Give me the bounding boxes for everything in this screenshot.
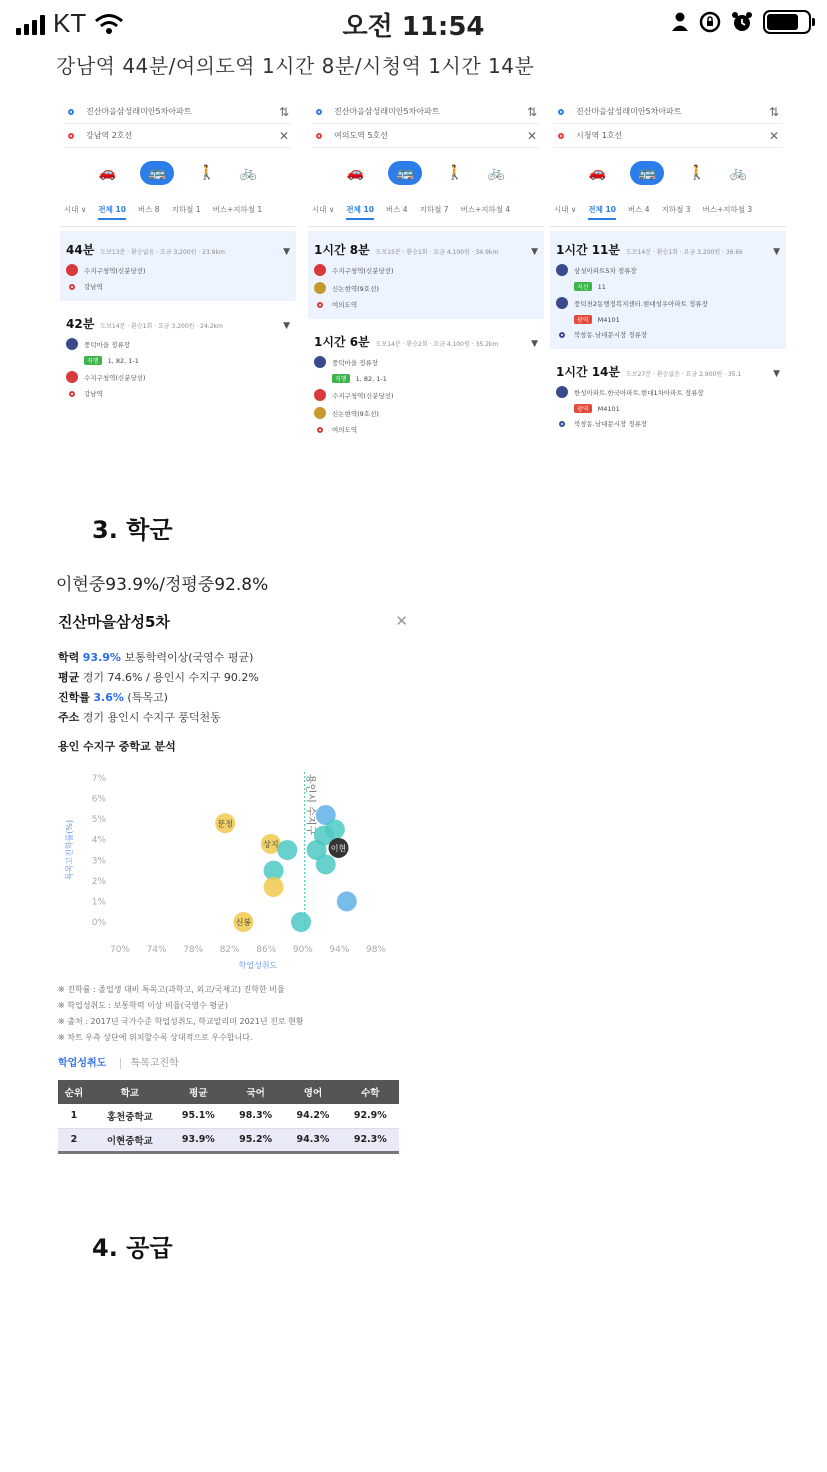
ranking-table (58, 1080, 399, 1154)
analysis-title: 용인 수지구 중학교 분석 (58, 740, 176, 753)
end-dot-icon (317, 302, 323, 308)
destination-field[interactable] (64, 124, 292, 148)
note-line: ※ 차트 우측 상단에 위치할수록 상대적으로 우수합니다. (58, 1033, 253, 1042)
x-tick-label: 78% (183, 945, 204, 955)
route-stop (314, 264, 538, 276)
tab-all[interactable]: 전체 10 (588, 204, 616, 220)
data-point (337, 891, 357, 911)
y-tick-label: 2% (91, 876, 106, 887)
route-stop (66, 389, 290, 398)
route-time: 1시간 6분 (314, 335, 370, 349)
route-time: 44분 (66, 243, 95, 257)
route-result[interactable] (308, 323, 544, 444)
bus-type-badge: 광역 (574, 315, 592, 324)
bus-type-badge: 직행 (84, 356, 102, 365)
cell: 2 (58, 1128, 90, 1152)
cell: 93.9% (170, 1128, 227, 1152)
expand-icon[interactable]: ▼ (531, 339, 538, 349)
table-row (58, 1128, 399, 1152)
destination-dot-icon (558, 133, 564, 139)
route-time: 1시간 11분 (556, 243, 621, 257)
origin-dot-icon (558, 109, 564, 115)
route-stop (66, 371, 290, 383)
destination-dot-icon (68, 133, 74, 139)
table-header-row (58, 1080, 399, 1104)
x-tick-label: 82% (219, 945, 240, 955)
y-tick-label: 7% (91, 774, 106, 784)
origin-dot-icon (316, 109, 322, 115)
rotation-lock-icon (699, 11, 721, 33)
col-english: 영어 (284, 1080, 341, 1104)
origin-field[interactable] (64, 100, 292, 124)
transport-modes (550, 160, 786, 186)
stop-name: 여의도역 (332, 301, 358, 309)
bus-numbers (574, 404, 780, 413)
x-tick-label: 90% (292, 945, 313, 955)
stop-name: 강남역 (84, 283, 103, 291)
subway-icon (314, 264, 326, 276)
subway-icon (66, 371, 78, 383)
cell: 95.2% (227, 1128, 284, 1152)
origin-dot-icon (68, 109, 74, 115)
col-math: 수학 (342, 1080, 399, 1104)
route-stop (314, 356, 538, 368)
cell: 98.3% (227, 1104, 284, 1128)
status-bar (0, 0, 827, 46)
expand-icon[interactable]: ▼ (531, 247, 538, 257)
tab-city[interactable]: 시내 ∨ (554, 205, 577, 214)
tab-bus[interactable]: 버스 4 (627, 205, 650, 214)
stop-name: 신논현역(9호선) (332, 409, 379, 418)
info-achievement: 학력 93.9% 보통학력이상(국영수 평균) (58, 651, 254, 664)
card-title: 진산마을삼성5차 (58, 612, 170, 631)
y-tick-label: 4% (91, 835, 106, 846)
section-heading-supply: 4. 공급 (92, 1234, 173, 1262)
route-stop (66, 338, 290, 350)
data-point (291, 912, 311, 932)
route-stop (556, 264, 780, 276)
cell: 92.9% (342, 1104, 399, 1128)
stop-name: 한성아파트.한국아파트.현대1차아파트 정류장 (574, 388, 704, 397)
tab-bus-subway[interactable]: 버스+지하철 4 (460, 205, 511, 214)
col-school: 학교 (90, 1080, 170, 1104)
school-summary: 이현중93.9%/정평중92.8% (56, 575, 269, 595)
tab-bus-subway[interactable]: 버스+지하철 1 (212, 205, 263, 214)
y-tick-label: 6% (91, 794, 106, 805)
reference-line-label: 용인시 수지구 (304, 774, 316, 836)
tab-subway[interactable]: 지하철 7 (419, 205, 449, 214)
cell: 95.1% (170, 1104, 227, 1128)
destination-text: 여의도역 5호선 (334, 131, 389, 140)
expand-icon[interactable]: ▼ (283, 321, 290, 331)
route-panel-gangnam (60, 96, 296, 436)
col-korean: 국어 (227, 1080, 284, 1104)
route-result[interactable] (550, 353, 786, 438)
y-tick-label: 1% (91, 897, 106, 908)
route-tabs (550, 198, 786, 227)
clear-icon[interactable]: ✕ (768, 128, 780, 143)
route-stop (314, 425, 538, 434)
alarm-icon (731, 11, 753, 33)
tab-all[interactable]: 전체 10 (346, 204, 374, 220)
route-meta: 도보27분 · 환승없음 · 요금 2,900원 · 35.1 (626, 371, 742, 378)
route-search-box (64, 100, 292, 152)
car-icon[interactable]: 🚗 (588, 165, 607, 181)
swap-icon[interactable]: ⇅ (278, 104, 290, 119)
table-row (58, 1104, 399, 1128)
route-result[interactable] (60, 231, 296, 301)
tab-subway[interactable]: 지하철 1 (171, 205, 201, 214)
route-stop (66, 282, 290, 291)
origin-field[interactable] (312, 100, 540, 124)
tab-bus[interactable]: 버스 8 (137, 205, 160, 214)
route-stop (556, 419, 780, 428)
cell: 이현중학교 (90, 1128, 170, 1152)
status-time: 오전 11:54 (342, 12, 485, 42)
cell: 홍천중학교 (90, 1104, 170, 1128)
stop-name: 삼성아파트5차 정류장 (574, 266, 637, 275)
data-point (277, 840, 297, 860)
origin-text: 진산마을삼성래미안5차아파트 (334, 107, 440, 116)
bus-icon[interactable]: 🚌 (140, 161, 174, 185)
bus-numbers (574, 315, 780, 324)
col-average: 평균 (170, 1080, 227, 1104)
expand-icon[interactable]: ▼ (773, 369, 780, 379)
subway-icon (314, 407, 326, 419)
route-result[interactable] (308, 231, 544, 319)
bus-stop-icon (556, 264, 568, 276)
route-panel-yeouido (308, 96, 544, 436)
commute-summary: 강남역 44분/여의도역 1시간 8분/시청역 1시간 14분 (56, 54, 535, 78)
stop-name: 수지구청역(신분당선) (332, 391, 394, 400)
route-stop (314, 300, 538, 309)
bus-number: 11 (597, 282, 606, 291)
end-dot-icon (317, 427, 323, 433)
route-stop (314, 282, 538, 294)
bus-number: 1, 82, 1-1 (355, 374, 387, 383)
walk-icon[interactable]: 🚶 (198, 165, 216, 181)
route-meta: 도보14분 · 환승2회 · 요금 4,100원 · 35.2km (375, 341, 499, 348)
x-tick-label: 74% (146, 945, 167, 955)
cell: 92.3% (342, 1128, 399, 1152)
route-time: 1시간 14분 (556, 365, 621, 379)
x-tick-label: 98% (365, 945, 387, 955)
data-point (316, 854, 336, 874)
bus-number: M4101 (597, 404, 620, 413)
stop-name: 풍덕마을 정류장 (84, 340, 131, 349)
card-header (58, 606, 408, 636)
tab-city[interactable]: 시내 ∨ (312, 205, 335, 214)
data-point (264, 877, 284, 897)
bike-icon[interactable]: 🚲 (487, 165, 506, 181)
route-stop (314, 389, 538, 401)
route-panel-cityhall (550, 96, 786, 436)
route-time: 42분 (66, 317, 95, 331)
x-axis-label: 학업성취도 (238, 961, 278, 970)
walk-icon[interactable]: 🚶 (688, 165, 706, 181)
x-tick-label: 94% (329, 945, 350, 955)
info-advance-rate: 진학률 3.6% (특목고) (58, 691, 168, 704)
tab-bus[interactable]: 버스 4 (385, 205, 408, 214)
expand-icon[interactable]: ▼ (283, 247, 290, 257)
note-line: ※ 진학률 : 졸업생 대비 특목고(과학고, 외고/국제고) 진학한 비율 (58, 985, 285, 994)
transport-modes (60, 160, 296, 186)
origin-field[interactable] (554, 100, 782, 124)
carrier-name: KT (53, 8, 87, 38)
tab-subway[interactable]: 지하철 3 (661, 205, 691, 214)
section-heading-school: 3. 학군 (92, 516, 173, 544)
stop-name: 신논현역(9호선) (332, 284, 379, 293)
cell: 94.2% (284, 1104, 341, 1128)
car-icon[interactable]: 🚗 (98, 165, 117, 181)
note-line: ※ 출처 : 2017년 국가수준 학업성취도, 학교알리미 2021년 진로 현황 (58, 1017, 304, 1026)
destination-field[interactable] (312, 124, 540, 148)
route-result[interactable] (60, 305, 296, 408)
stop-name: 강남역 (84, 390, 103, 398)
battery-icon (763, 10, 811, 34)
route-meta: 도보14분 · 환승1회 · 요금 3,200원 · 24.2km (100, 323, 223, 330)
bike-icon[interactable]: 🚲 (729, 165, 748, 181)
stop-name: 수지구청역(신분당선) (84, 373, 146, 382)
school-scatter-chart (58, 762, 398, 977)
status-right (671, 10, 811, 34)
ranking-subtabs (58, 1054, 179, 1069)
stop-name: 북창동.남대문시장 정류장 (574, 420, 648, 428)
tab-bus-subway[interactable]: 버스+지하철 3 (702, 205, 753, 214)
x-tick-label: 86% (256, 945, 277, 955)
point-label: 이현 (330, 843, 347, 853)
bus-type-badge: 직행 (332, 374, 350, 383)
bus-stop-icon (314, 356, 326, 368)
route-meta: 도보15분 · 환승1회 · 요금 4,100원 · 34.9km (375, 249, 499, 256)
person-icon (671, 12, 689, 32)
tab-all[interactable]: 전체 10 (98, 204, 126, 220)
bus-numbers (574, 282, 780, 291)
end-dot-icon (69, 391, 75, 397)
col-rank: 순위 (58, 1080, 90, 1104)
info-address: 주소 경기 용인시 수지구 풍덕천동 (58, 711, 221, 724)
stop-name: 풍덕천2동행정복지센터.현대성우아파트 정류장 (574, 299, 708, 308)
point-label: 신봉 (235, 918, 252, 927)
walk-icon[interactable]: 🚶 (446, 165, 464, 181)
destination-text: 시청역 1호선 (576, 131, 623, 140)
car-icon[interactable]: 🚗 (346, 165, 365, 181)
stop-name: 북창동.남대문시장 정류장 (574, 331, 648, 339)
end-dot-icon (559, 332, 565, 338)
bus-icon[interactable]: 🚌 (388, 161, 422, 185)
stop-name: 여의도역 (332, 426, 358, 434)
bus-number: M4101 (597, 315, 620, 324)
route-tabs (308, 198, 544, 227)
destination-dot-icon (316, 133, 322, 139)
swap-icon[interactable]: ⇅ (768, 104, 780, 119)
destination-text: 강남역 2호선 (86, 131, 133, 140)
bus-stop-icon (66, 338, 78, 350)
origin-text: 진산마을삼성래미안5차아파트 (86, 107, 192, 116)
end-dot-icon (69, 284, 75, 290)
tab-special-school[interactable]: 특목고진학 (120, 1058, 179, 1069)
y-tick-label: 5% (91, 815, 106, 826)
clear-icon[interactable]: ✕ (526, 128, 538, 143)
expand-icon[interactable]: ▼ (773, 247, 780, 257)
route-search-box (554, 100, 782, 152)
info-average: 평균 경기 74.6% / 용인시 수지구 90.2% (58, 671, 259, 684)
subway-icon (314, 389, 326, 401)
cell: 1 (58, 1104, 90, 1128)
bike-icon[interactable]: 🚲 (239, 165, 258, 181)
stop-name: 수지구청역(신분당선) (332, 266, 394, 275)
stop-name: 풍덕마을 정류장 (332, 358, 379, 367)
origin-text: 진산마을삼성래미안5차아파트 (576, 107, 682, 116)
subway-icon (314, 282, 326, 294)
point-label: 문정 (217, 819, 233, 829)
bus-icon[interactable]: 🚌 (630, 161, 664, 185)
route-search-box (312, 100, 540, 152)
school-card (58, 606, 408, 754)
route-stop (556, 297, 780, 309)
route-stop (314, 407, 538, 419)
bus-numbers (332, 374, 538, 383)
clear-icon[interactable]: ✕ (278, 128, 290, 143)
end-dot-icon (559, 421, 565, 427)
bus-type-badge: 광역 (574, 404, 592, 413)
route-stop (556, 330, 780, 339)
y-tick-label: 3% (91, 856, 106, 867)
bus-stop-icon (556, 386, 568, 398)
route-meta: 도보13분 · 환승없음 · 요금 3,200원 · 23.9km (100, 249, 225, 256)
route-stop (66, 264, 290, 276)
swap-icon[interactable]: ⇅ (526, 104, 538, 119)
stop-name: 수지구청역(신분당선) (84, 266, 146, 275)
route-stop (556, 386, 780, 398)
subway-icon (66, 264, 78, 276)
route-meta: 도보14분 · 환승1회 · 요금 3,200원 · 36.6k (626, 249, 743, 256)
destination-field[interactable] (554, 124, 782, 148)
route-result[interactable] (550, 231, 786, 349)
y-axis-label: 특목고진학률(%) (65, 819, 74, 881)
point-label: 상지 (263, 839, 279, 849)
x-tick-label: 70% (109, 945, 131, 955)
bus-numbers (84, 356, 290, 365)
tab-achievement[interactable]: 학업성취도 (58, 1058, 107, 1069)
bus-stop-icon (556, 297, 568, 309)
bus-type-badge: 지선 (574, 282, 592, 291)
route-tabs (60, 198, 296, 227)
y-tick-label: 0% (91, 918, 106, 928)
note-line: ※ 학업성취도 : 보통학력 이상 비율(국영수 평균) (58, 1001, 229, 1010)
transport-modes (308, 160, 544, 186)
tab-city[interactable]: 시내 ∨ (64, 205, 87, 214)
school-info (58, 648, 408, 728)
route-time: 1시간 8분 (314, 243, 370, 257)
close-icon[interactable]: ✕ (395, 612, 408, 630)
cell: 94.3% (284, 1128, 341, 1152)
bus-number: 1, 82, 1-1 (107, 356, 139, 365)
chart-notes (58, 982, 304, 1046)
